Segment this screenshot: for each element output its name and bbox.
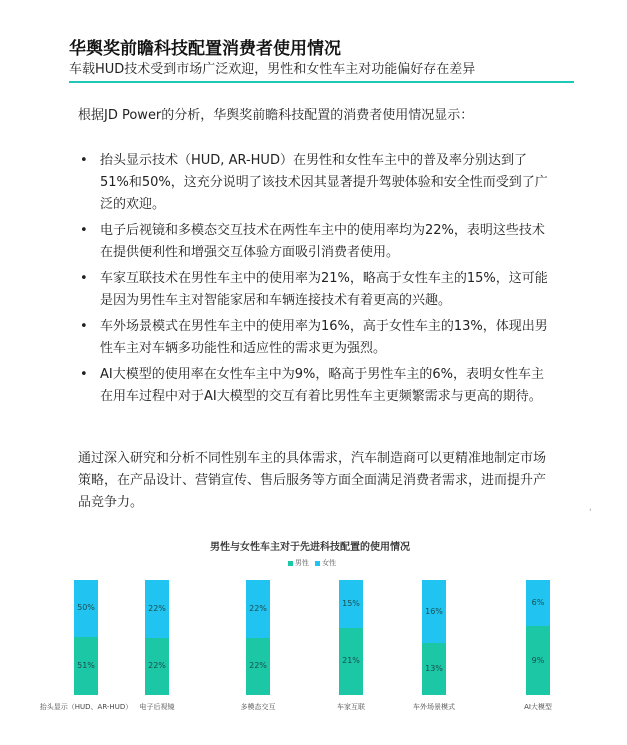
list-item-text: 车外场景模式在男性车主中的使用率为16%，高于女性车主的13%，体现出男性车主对车辆多功能性和适应性的需求更为强烈。 xyxy=(100,319,548,356)
data-label-male: 22% xyxy=(249,661,267,671)
data-label-female: 22% xyxy=(249,603,267,613)
list-item-text: AI大模型的使用率在女性车主中为9%，略高于男性车主的6%，表明女性车主在用车过程中对于AI大模型的交互有着比男性车主更频繁需求与更高的期待。 xyxy=(100,367,544,404)
intro-paragraph: 根据JD Power的分析，华舆奖前瞻科技配置的消费者使用情况显示： xyxy=(78,108,474,123)
data-label-male: 51% xyxy=(77,660,95,670)
bullet-dot: • xyxy=(80,223,88,238)
findings-list xyxy=(78,150,548,412)
list-item-text: 电子后视镜和多模态交互技术在两性车主中的使用率均为22%，表明这些技术在提供便利性和增强交互体验方面吸引消费者使用。 xyxy=(100,223,545,260)
legend-swatch-female xyxy=(315,561,320,566)
data-label-female: 22% xyxy=(148,603,166,613)
data-label-male: 13% xyxy=(425,664,443,674)
stray-mark: ' xyxy=(589,508,592,518)
bullet-dot: • xyxy=(80,271,88,286)
data-label-female: 15% xyxy=(342,598,360,608)
category-label: 车家互联 xyxy=(337,703,365,711)
list-item xyxy=(78,220,548,264)
bullet-dot: • xyxy=(80,367,88,382)
closing-paragraph: 通过深入研究和分析不同性别车主的具体需求，汽车制造商可以更精准地制定市场策略，在产品设计、营销宣传、售后服务等方面全面满足消费者需求，进而提升产品竞争力。 xyxy=(78,451,547,510)
chart-title: 男性与女性车主对于先进科技配置的使用情况 xyxy=(210,542,410,553)
data-label-female: 50% xyxy=(77,603,95,613)
legend-label-female: 女性 xyxy=(322,559,337,567)
list-item-text: 抬头显示技术（HUD, AR-HUD）在男性和女性车主中的普及率分别达到了51%和50%，这充分说明了该技术因其显著提升驾驶体验和安全性而受到了广泛的欢迎。 xyxy=(100,153,548,212)
title-underline xyxy=(69,81,574,83)
legend-label-male: 男性 xyxy=(294,559,309,567)
usage-chart xyxy=(30,528,590,728)
data-label-male: 9% xyxy=(531,655,545,665)
category-label: AI大模型 xyxy=(524,703,552,711)
page-subtitle: 车载HUD技术受到市场广泛欢迎，男性和女性车主对功能偏好存在差异 xyxy=(69,62,476,77)
category-label: 抬头显示（HUD、AR-HUD） xyxy=(39,703,133,711)
page-title: 华舆奖前瞻科技配置消费者使用情况 xyxy=(69,39,341,59)
list-item xyxy=(78,364,548,408)
list-item-text: 车家互联技术在男性车主中的使用率为21%，略高于女性车主的15%，这可能是因为男性车主对智能家居和车辆连接技术有着更高的兴趣。 xyxy=(100,271,548,308)
bullet-dot: • xyxy=(80,319,88,334)
data-label-male: 21% xyxy=(342,656,360,666)
category-label: 车外场景模式 xyxy=(413,703,455,711)
list-item xyxy=(78,316,548,360)
category-label: 电子后视镜 xyxy=(139,703,175,711)
category-label: 多模态交互 xyxy=(240,703,276,711)
list-item xyxy=(78,268,548,312)
legend-swatch-male xyxy=(288,561,293,566)
chart-legend xyxy=(30,558,590,568)
list-item xyxy=(78,150,548,216)
data-label-female: 16% xyxy=(425,606,443,616)
data-label-female: 6% xyxy=(531,598,545,607)
bullet-dot: • xyxy=(80,153,88,168)
data-label-male: 22% xyxy=(148,661,166,671)
